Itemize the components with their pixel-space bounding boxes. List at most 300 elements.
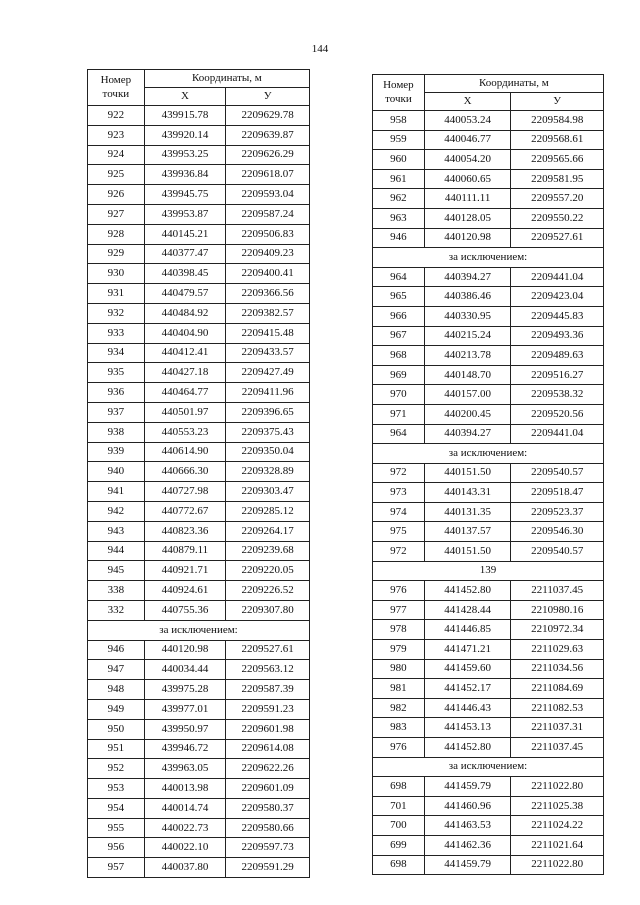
table-row: [373, 463, 604, 483]
y-coordinate-cell: 2209493.36: [511, 326, 604, 346]
y-coordinate-cell: 2211024.22: [511, 816, 604, 836]
table-row: [373, 581, 604, 601]
point-number-cell: 951: [88, 739, 145, 759]
y-coordinate-cell: 2209506.83: [226, 224, 310, 244]
x-coordinate-cell: 440924.61: [144, 581, 226, 601]
table-row: [88, 145, 310, 165]
point-number-cell: 968: [373, 346, 425, 366]
y-coordinate-cell: 2209303.47: [226, 482, 310, 502]
x-coordinate-cell: 439953.87: [144, 204, 226, 224]
point-number-cell: 926: [88, 185, 145, 205]
y-coordinate-cell: 2209441.04: [511, 267, 604, 287]
table-row: [88, 541, 310, 561]
y-coordinate-cell: 2209400.41: [226, 264, 310, 284]
y-coordinate-cell: 2209396.65: [226, 402, 310, 422]
table-row: [373, 483, 604, 503]
table-row: [373, 365, 604, 385]
y-coordinate-cell: 2209587.39: [226, 680, 310, 700]
table-row: [88, 284, 310, 304]
point-number-cell: 924: [88, 145, 145, 165]
table-row: [373, 640, 604, 660]
point-number-cell: 928: [88, 224, 145, 244]
x-coordinate-cell: 440398.45: [144, 264, 226, 284]
point-number-cell: 942: [88, 501, 145, 521]
point-number-cell: 332: [88, 600, 145, 620]
section-separator-row: [373, 444, 604, 464]
x-coordinate-cell: 441452.17: [424, 679, 511, 699]
point-number-cell: 980: [373, 659, 425, 679]
table-row: [373, 306, 604, 326]
point-number-cell: 976: [373, 581, 425, 601]
y-coordinate-cell: 2209593.04: [226, 185, 310, 205]
x-coordinate-cell: 440145.21: [144, 224, 226, 244]
x-coordinate-cell: 441446.43: [424, 698, 511, 718]
point-number-cell: 969: [373, 365, 425, 385]
table-row: [88, 264, 310, 284]
point-number-cell: 698: [373, 855, 425, 875]
coordinates-table-right: [372, 74, 604, 875]
table-row: [88, 798, 310, 818]
y-coordinate-cell: 2209550.22: [511, 208, 604, 228]
point-number-cell: 946: [88, 640, 145, 660]
y-coordinate-cell: 2209489.63: [511, 346, 604, 366]
table-row: [88, 501, 310, 521]
table-row: [88, 759, 310, 779]
point-number-cell: 698: [373, 777, 425, 797]
section-label: за исключением:: [373, 248, 604, 268]
x-coordinate-cell: 441471.21: [424, 640, 511, 660]
y-coordinate-cell: 2210972.34: [511, 620, 604, 640]
table-row: [88, 660, 310, 680]
x-coordinate-cell: 441452.80: [424, 738, 511, 758]
table-row: [373, 326, 604, 346]
section-separator-row: [373, 561, 604, 581]
x-coordinate-cell: 439953.25: [144, 145, 226, 165]
table-row: [373, 659, 604, 679]
table-row: [373, 738, 604, 758]
y-coordinate-cell: 2209540.57: [511, 463, 604, 483]
table-row: [88, 185, 310, 205]
point-number-cell: 937: [88, 402, 145, 422]
table-row: [373, 385, 604, 405]
x-coordinate-cell: 439946.72: [144, 739, 226, 759]
y-coordinate-cell: 2209441.04: [511, 424, 604, 444]
point-number-cell: 963: [373, 208, 425, 228]
y-coordinate-cell: 2209285.12: [226, 501, 310, 521]
y-coordinate-cell: 2209629.78: [226, 106, 310, 126]
point-number-cell: 931: [88, 284, 145, 304]
point-number-cell: 947: [88, 660, 145, 680]
x-coordinate-cell: 441460.96: [424, 796, 511, 816]
point-number-cell: 945: [88, 561, 145, 581]
table-row: [373, 287, 604, 307]
table-row: [373, 718, 604, 738]
point-number-cell: 972: [373, 463, 425, 483]
point-number-cell: 948: [88, 680, 145, 700]
table-row: [88, 482, 310, 502]
table-row: [373, 777, 604, 797]
y-coordinate-cell: 2211034.56: [511, 659, 604, 679]
y-coordinate-cell: 2211029.63: [511, 640, 604, 660]
point-number-cell: 974: [373, 502, 425, 522]
point-number-cell: 962: [373, 189, 425, 209]
x-coordinate-cell: 440614.90: [144, 442, 226, 462]
y-coordinate-cell: 2209350.04: [226, 442, 310, 462]
point-number-cell: 939: [88, 442, 145, 462]
point-number-cell: 934: [88, 343, 145, 363]
x-coordinate-cell: 440823.36: [144, 521, 226, 541]
y-coordinate-cell: 2209516.27: [511, 365, 604, 385]
y-coordinate-cell: 2209622.26: [226, 759, 310, 779]
y-coordinate-cell: 2209614.08: [226, 739, 310, 759]
x-coordinate-cell: 440143.31: [424, 483, 511, 503]
point-number-cell: 975: [373, 522, 425, 542]
point-number-cell: 966: [373, 306, 425, 326]
x-coordinate-cell: 439920.14: [144, 125, 226, 145]
point-number-cell: 960: [373, 150, 425, 170]
x-coordinate-cell: 440054.20: [424, 150, 511, 170]
x-coordinate-cell: 441463.53: [424, 816, 511, 836]
y-coordinate-cell: 2209307.80: [226, 600, 310, 620]
table-row: [88, 680, 310, 700]
x-coordinate-cell: 440666.30: [144, 462, 226, 482]
point-number-cell: 956: [88, 838, 145, 858]
point-number-cell: 965: [373, 287, 425, 307]
y-coordinate-cell: 2211084.69: [511, 679, 604, 699]
y-coordinate-cell: 2209618.07: [226, 165, 310, 185]
point-number-header: Номер точки: [373, 75, 425, 111]
point-number-cell: 936: [88, 383, 145, 403]
y-coordinate-cell: 2209587.24: [226, 204, 310, 224]
y-coordinate-cell: 2209433.57: [226, 343, 310, 363]
y-coordinate-cell: 2209423.04: [511, 287, 604, 307]
y-coordinate-cell: 2209546.30: [511, 522, 604, 542]
table-row: [88, 303, 310, 323]
table-row: [88, 521, 310, 541]
y-coordinate-cell: 2209538.32: [511, 385, 604, 405]
x-coordinate-cell: 441459.79: [424, 777, 511, 797]
table-row: [373, 111, 604, 131]
point-number-cell: 976: [373, 738, 425, 758]
y-coordinate-cell: 2209409.23: [226, 244, 310, 264]
table-row: [88, 561, 310, 581]
point-number-cell: 932: [88, 303, 145, 323]
point-number-cell: 967: [373, 326, 425, 346]
x-coordinate-cell: 440921.71: [144, 561, 226, 581]
x-coordinate-cell: 440404.90: [144, 323, 226, 343]
y-coordinate-cell: 2211022.80: [511, 777, 604, 797]
table-row: [88, 640, 310, 660]
x-coordinate-cell: 440501.97: [144, 402, 226, 422]
point-number-cell: 952: [88, 759, 145, 779]
x-coordinate-cell: 440157.00: [424, 385, 511, 405]
table-row: [88, 125, 310, 145]
y-coordinate-cell: 2211037.31: [511, 718, 604, 738]
point-number-cell: 979: [373, 640, 425, 660]
point-number-cell: 933: [88, 323, 145, 343]
y-coordinate-cell: 2209523.37: [511, 502, 604, 522]
table-row: [373, 404, 604, 424]
table-row: [373, 835, 604, 855]
y-coordinate-cell: 2209597.73: [226, 838, 310, 858]
x-coordinate-cell: 440727.98: [144, 482, 226, 502]
table-row: [373, 424, 604, 444]
table-row: [373, 267, 604, 287]
x-coordinate-cell: 441446.85: [424, 620, 511, 640]
x-header: X: [144, 88, 226, 106]
y-coordinate-cell: 2209591.23: [226, 699, 310, 719]
point-number-cell: 957: [88, 858, 145, 878]
x-coordinate-cell: 440879.11: [144, 541, 226, 561]
x-coordinate-cell: 440034.44: [144, 660, 226, 680]
section-separator-row: [373, 757, 604, 777]
point-number-cell: 941: [88, 482, 145, 502]
table-row: [88, 739, 310, 759]
table-row: [88, 343, 310, 363]
x-coordinate-cell: 440060.65: [424, 169, 511, 189]
table-header: [88, 70, 310, 106]
table-row: [88, 818, 310, 838]
table-row: [88, 244, 310, 264]
coordinates-header: Координаты, м: [424, 75, 603, 93]
y-coordinate-cell: 2209626.29: [226, 145, 310, 165]
point-number-cell: 935: [88, 363, 145, 383]
y-header: У: [511, 93, 604, 111]
y-coordinate-cell: 2209366.56: [226, 284, 310, 304]
x-coordinate-cell: 440427.18: [144, 363, 226, 383]
page-number: 144: [311, 43, 329, 55]
point-number-cell: 950: [88, 719, 145, 739]
x-coordinate-cell: 440755.36: [144, 600, 226, 620]
y-coordinate-cell: 2211037.45: [511, 738, 604, 758]
table-row: [88, 581, 310, 601]
section-separator-row: [373, 248, 604, 268]
y-coordinate-cell: 2209584.98: [511, 111, 604, 131]
table-row: [88, 838, 310, 858]
table-row: [88, 224, 310, 244]
y-coordinate-cell: 2211021.64: [511, 835, 604, 855]
x-coordinate-cell: 440553.23: [144, 422, 226, 442]
point-number-cell: 923: [88, 125, 145, 145]
y-coordinate-cell: 2209226.52: [226, 581, 310, 601]
x-coordinate-cell: 440151.50: [424, 463, 511, 483]
y-coordinate-cell: 2211037.45: [511, 581, 604, 601]
table-row: [88, 165, 310, 185]
point-number-cell: 964: [373, 424, 425, 444]
point-number-cell: 958: [373, 111, 425, 131]
point-number-cell: 983: [373, 718, 425, 738]
point-number-cell: 981: [373, 679, 425, 699]
y-coordinate-cell: 2209427.49: [226, 363, 310, 383]
point-number-cell: 955: [88, 818, 145, 838]
x-coordinate-cell: 440215.24: [424, 326, 511, 346]
y-coordinate-cell: 2209520.56: [511, 404, 604, 424]
point-number-cell: 953: [88, 779, 145, 799]
table-row: [373, 542, 604, 562]
x-header: X: [424, 93, 511, 111]
point-number-cell: 929: [88, 244, 145, 264]
x-coordinate-cell: 440479.57: [144, 284, 226, 304]
y-coordinate-cell: 2209601.98: [226, 719, 310, 739]
y-coordinate-cell: 2209601.09: [226, 779, 310, 799]
x-coordinate-cell: 440484.92: [144, 303, 226, 323]
x-coordinate-cell: 440137.57: [424, 522, 511, 542]
y-coordinate-cell: 2209580.37: [226, 798, 310, 818]
table-row: [88, 462, 310, 482]
y-coordinate-cell: 2209518.47: [511, 483, 604, 503]
x-coordinate-cell: 440200.45: [424, 404, 511, 424]
point-number-cell: 954: [88, 798, 145, 818]
y-coordinate-cell: 2209581.95: [511, 169, 604, 189]
x-coordinate-cell: 439936.84: [144, 165, 226, 185]
x-coordinate-cell: 440377.47: [144, 244, 226, 264]
y-coordinate-cell: 2209565.66: [511, 150, 604, 170]
table-row: [88, 204, 310, 224]
x-coordinate-cell: 440013.98: [144, 779, 226, 799]
point-number-cell: 943: [88, 521, 145, 541]
point-number-cell: 964: [373, 267, 425, 287]
table-body: [373, 111, 604, 875]
x-coordinate-cell: 439915.78: [144, 106, 226, 126]
x-coordinate-cell: 440053.24: [424, 111, 511, 131]
x-coordinate-cell: 441459.79: [424, 855, 511, 875]
table-row: [373, 502, 604, 522]
y-coordinate-cell: 2209527.61: [226, 640, 310, 660]
y-coordinate-cell: 2209639.87: [226, 125, 310, 145]
x-coordinate-cell: 439945.75: [144, 185, 226, 205]
table-row: [88, 699, 310, 719]
table-row: [373, 208, 604, 228]
table-row: [88, 600, 310, 620]
x-coordinate-cell: 440046.77: [424, 130, 511, 150]
table-row: [373, 169, 604, 189]
x-coordinate-cell: 440111.11: [424, 189, 511, 209]
x-coordinate-cell: 440412.41: [144, 343, 226, 363]
section-label: за исключением:: [88, 620, 310, 640]
point-number-cell: 922: [88, 106, 145, 126]
table-row: [373, 796, 604, 816]
x-coordinate-cell: 440772.67: [144, 501, 226, 521]
x-coordinate-cell: 439977.01: [144, 699, 226, 719]
y-coordinate-cell: 2209540.57: [511, 542, 604, 562]
y-coordinate-cell: 2209580.66: [226, 818, 310, 838]
x-coordinate-cell: 440120.98: [424, 228, 511, 248]
x-coordinate-cell: 441428.44: [424, 600, 511, 620]
x-coordinate-cell: 440022.73: [144, 818, 226, 838]
y-coordinate-cell: 2209382.57: [226, 303, 310, 323]
point-number-cell: 944: [88, 541, 145, 561]
section-label: за исключением:: [373, 444, 604, 464]
table-row: [373, 698, 604, 718]
x-coordinate-cell: 440330.95: [424, 306, 511, 326]
table-row: [88, 719, 310, 739]
point-number-cell: 959: [373, 130, 425, 150]
table-row: [373, 816, 604, 836]
x-coordinate-cell: 440464.77: [144, 383, 226, 403]
point-number-cell: 927: [88, 204, 145, 224]
point-number-cell: 699: [373, 835, 425, 855]
point-number-cell: 970: [373, 385, 425, 405]
x-coordinate-cell: 441459.60: [424, 659, 511, 679]
table-row: [373, 600, 604, 620]
x-coordinate-cell: 441452.80: [424, 581, 511, 601]
y-coordinate-cell: 2210980.16: [511, 600, 604, 620]
table-row: [88, 442, 310, 462]
table-header: [373, 75, 604, 111]
y-coordinate-cell: 2209591.29: [226, 858, 310, 878]
point-number-cell: 949: [88, 699, 145, 719]
table-row: [88, 779, 310, 799]
y-header: У: [226, 88, 310, 106]
point-number-cell: 977: [373, 600, 425, 620]
x-coordinate-cell: 439975.28: [144, 680, 226, 700]
x-coordinate-cell: 440386.46: [424, 287, 511, 307]
y-coordinate-cell: 2211082.53: [511, 698, 604, 718]
point-number-cell: 930: [88, 264, 145, 284]
y-coordinate-cell: 2209220.05: [226, 561, 310, 581]
table-row: [373, 346, 604, 366]
x-coordinate-cell: 440394.27: [424, 267, 511, 287]
y-coordinate-cell: 2209527.61: [511, 228, 604, 248]
section-label: за исключением:: [373, 757, 604, 777]
table-row: [373, 855, 604, 875]
y-coordinate-cell: 2209445.83: [511, 306, 604, 326]
coordinates-table-left: [87, 69, 310, 878]
point-number-cell: 338: [88, 581, 145, 601]
table-row: [88, 422, 310, 442]
x-coordinate-cell: 440120.98: [144, 640, 226, 660]
point-number-cell: 938: [88, 422, 145, 442]
x-coordinate-cell: 440014.74: [144, 798, 226, 818]
x-coordinate-cell: 440148.70: [424, 365, 511, 385]
table-row: [88, 383, 310, 403]
table-body: [88, 106, 310, 878]
x-coordinate-cell: 440151.50: [424, 542, 511, 562]
y-coordinate-cell: 2209328.89: [226, 462, 310, 482]
table-row: [373, 150, 604, 170]
x-coordinate-cell: 441462.36: [424, 835, 511, 855]
point-number-cell: 961: [373, 169, 425, 189]
point-number-cell: 700: [373, 816, 425, 836]
point-number-cell: 946: [373, 228, 425, 248]
y-coordinate-cell: 2211025.38: [511, 796, 604, 816]
y-coordinate-cell: 2211022.80: [511, 855, 604, 875]
x-coordinate-cell: 440037.80: [144, 858, 226, 878]
point-number-header: Номер точки: [88, 70, 145, 106]
y-coordinate-cell: 2209239.68: [226, 541, 310, 561]
x-coordinate-cell: 441453.13: [424, 718, 511, 738]
point-number-cell: 940: [88, 462, 145, 482]
x-coordinate-cell: 440128.05: [424, 208, 511, 228]
point-number-cell: 973: [373, 483, 425, 503]
x-coordinate-cell: 440022.10: [144, 838, 226, 858]
table-row: [373, 130, 604, 150]
table-row: [373, 228, 604, 248]
point-number-cell: 978: [373, 620, 425, 640]
coordinates-header: Координаты, м: [144, 70, 309, 88]
point-number-cell: 701: [373, 796, 425, 816]
y-coordinate-cell: 2209557.20: [511, 189, 604, 209]
x-coordinate-cell: 439950.97: [144, 719, 226, 739]
table-row: [373, 679, 604, 699]
y-coordinate-cell: 2209411.96: [226, 383, 310, 403]
x-coordinate-cell: 440213.78: [424, 346, 511, 366]
point-number-cell: 971: [373, 404, 425, 424]
y-coordinate-cell: 2209568.61: [511, 130, 604, 150]
table-row: [88, 858, 310, 878]
point-number-cell: 925: [88, 165, 145, 185]
y-coordinate-cell: 2209264.17: [226, 521, 310, 541]
